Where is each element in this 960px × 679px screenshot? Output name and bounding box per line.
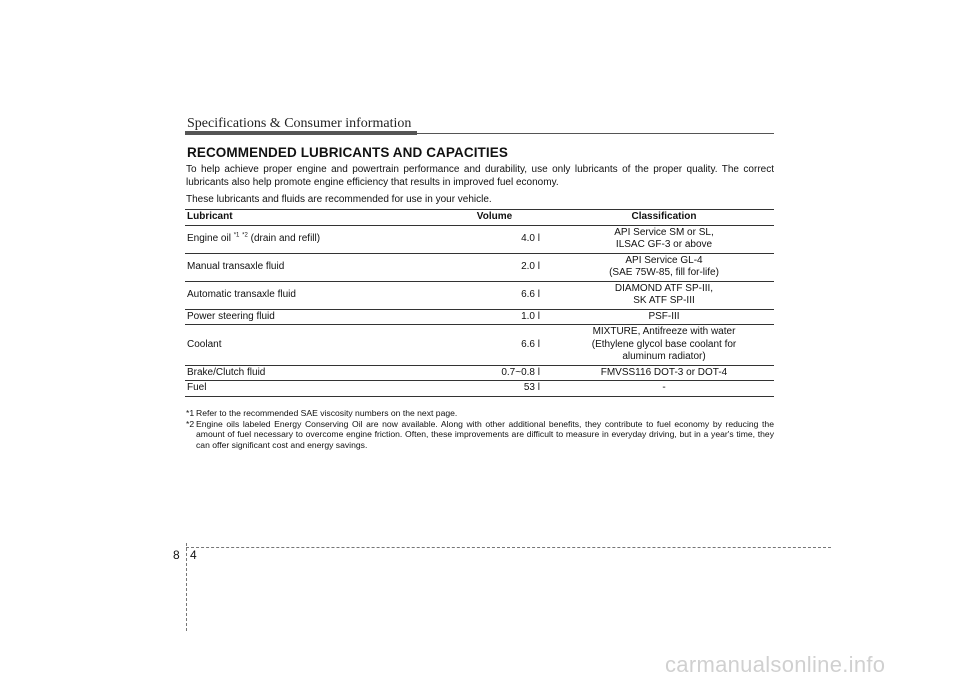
header-rule-thin [417, 133, 774, 134]
class-line: PSF-III [648, 310, 680, 322]
footer-rule [186, 547, 831, 548]
class-line: ILSAC GF-3 or above [615, 239, 713, 250]
footnote-mark: *2 [242, 232, 248, 239]
table-row [185, 225, 774, 253]
class-line: aluminum radiator) [622, 351, 706, 362]
table-header-row [185, 210, 774, 226]
footer-vertical-rule [186, 543, 187, 631]
table-row [185, 381, 774, 397]
footnote-mark: *1 [186, 408, 195, 418]
cell-volume: 2.0 l [435, 253, 554, 281]
cell-lubricant [185, 225, 435, 253]
page-number: 4 [190, 548, 197, 562]
cell-classification [554, 281, 774, 309]
cell-classification [554, 325, 774, 366]
class-line: SK ATF SP-III [633, 295, 695, 306]
class-line: API Service SM or SL, [614, 226, 714, 238]
cell-volume: 0.7~0.8 l [435, 365, 554, 381]
intro-paragraph-2: These lubricants and fluids are recommended for use in your vehicle. [186, 194, 492, 205]
cell-volume: 1.0 l [435, 309, 554, 325]
cell-classification [554, 253, 774, 281]
lubricant-name: Engine oil [187, 232, 231, 244]
class-line: DIAMOND ATF SP-III, [614, 282, 714, 294]
header-volume: Volume [435, 210, 554, 226]
footnote-text: Refer to the recommended SAE viscosity numbers on the next page. [196, 408, 458, 418]
page-chapter-number: 8 [173, 548, 180, 562]
header-lubricant: Lubricant [185, 210, 435, 226]
cell-classification [554, 365, 774, 381]
footnote-mark: *2 [186, 418, 195, 429]
cell-lubricant: Fuel [185, 381, 435, 397]
cell-lubricant: Power steering fluid [185, 309, 435, 325]
cell-volume: 53 l [435, 381, 554, 397]
class-line: - [662, 382, 666, 393]
cell-classification [554, 225, 774, 253]
class-line: (Ethylene glycol base coolant for [591, 338, 737, 350]
cell-lubricant: Coolant [185, 325, 435, 366]
header-classification: Classification [554, 210, 774, 226]
footnote-text: Engine oils labeled Energy Conserving Oil are now available. Along with other additional benefits, they contribute to fuel economy by reducing the amount of fuel necessary to overcome engine friction. Often, these improvements are difficult to measure in everyday driving, but in a year's time, they can offer significant cost and energy savings. [196, 418, 774, 450]
class-line: FMVSS116 DOT-3 or DOT-4 [600, 366, 728, 378]
cell-volume: 6.6 l [435, 325, 554, 366]
cell-volume: 4.0 l [435, 225, 554, 253]
footnote-1 [186, 408, 774, 419]
lubricant-suffix: (drain and refill) [250, 232, 321, 244]
class-line: MIXTURE, Antifreeze with water [592, 326, 736, 337]
intro-paragraph: To help achieve proper engine and powertrain performance and durability, use only lubricants of the proper quality. The correct lubricants also help promote engine efficiency that results in improved fuel economy. [186, 164, 774, 188]
lubricants-table [185, 209, 774, 397]
footnotes [186, 408, 774, 450]
page-header-title: Specifications & Consumer information [187, 116, 412, 131]
table-row [185, 253, 774, 281]
table-row [185, 325, 774, 366]
cell-classification [554, 381, 774, 397]
watermark-text: carmanualsonline.info [665, 652, 886, 677]
table-row [185, 281, 774, 309]
section-title: RECOMMENDED LUBRICANTS AND CAPACITIES [187, 145, 508, 160]
table-row [185, 309, 774, 325]
cell-classification [554, 309, 774, 325]
footnote-2 [186, 419, 774, 451]
footnote-mark: *1 [233, 232, 240, 239]
cell-lubricant: Brake/Clutch fluid [185, 365, 435, 381]
class-line: API Service GL-4 [625, 254, 703, 266]
class-line: (SAE 75W-85, fill for-life) [609, 267, 719, 278]
cell-volume: 6.6 l [435, 281, 554, 309]
header-rule-thick [185, 131, 417, 135]
cell-lubricant: Automatic transaxle fluid [185, 281, 435, 309]
cell-lubricant: Manual transaxle fluid [185, 253, 435, 281]
table-row [185, 365, 774, 381]
